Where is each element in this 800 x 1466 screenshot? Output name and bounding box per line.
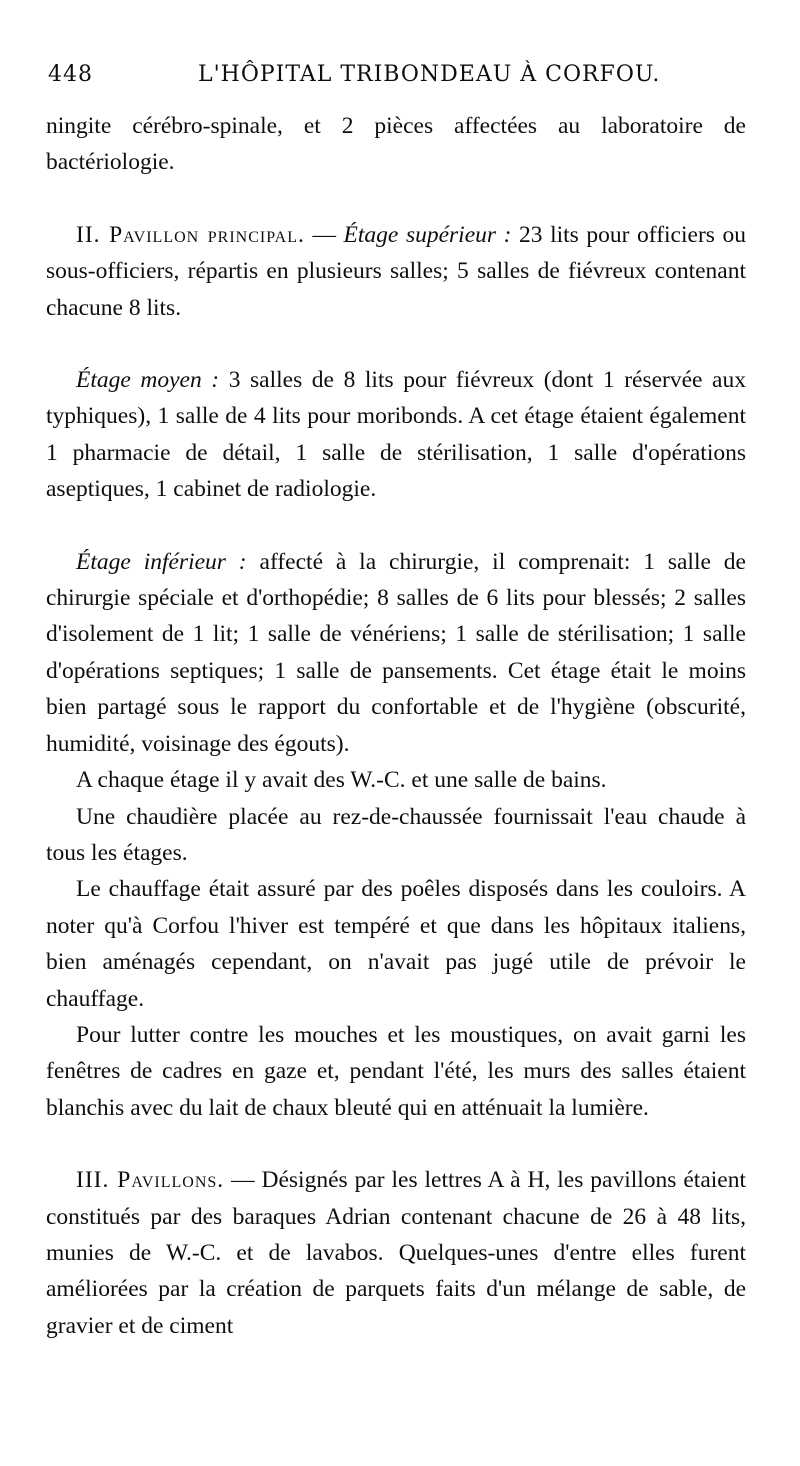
heading-dash: — [224,1167,262,1194]
paragraph-text: 23 lits pour officiers ou sous-officiers, répartis en plusieurs salles; 5 salles de fiévreux contenant chacune 8 lits. [46,221,746,321]
subheading-etage-moyen: Étage moyen : [76,367,220,394]
paragraph-text: affecté à la chirurgie, il comprenait: 1 salle de chirurgie spéciale et d'orthopédie; 8 salles de 6 lits pour blessés; 2 salles d'isolement de 1 lit; 1 salle de vénériens; 1 salle de stérilisation; 1 salle d'opérations septiques; 1 salle de pansements. Cet étage était le moins bien partagé sous le rapport du confortable et de l'hygiène (obscurité, humidité, voisinage des égouts). [46,548,746,757]
paragraph-continuation: ningite cérébro-spinale, et 2 pièces affectées au laboratoire de bactériologie. [46,113,746,176]
paragraph-moustiques: Pour lutter contre les mouches et les moustiques, on avait garni les fenêtres de cadres en gaze et, pendant l'été, les murs des salles étaient blanchis avec du lait de chaux bleuté qui en atténuait la lumière. [46,1021,746,1121]
paragraph-chauffage: Le chauffage était assuré par des poêles disposés dans les couloirs. A noter qu'à Corfou l'hiver est tempéré et que dans les hôpitaux italiens, bien aménagés cependant, on n'avait pas jugé utile de prévoir le chauffage. [46,876,746,1012]
section-heading-iii: III. Pavillons. [76,1167,225,1194]
body-text [46,108,746,1344]
paragraph-text: Désignés par les lettres A à H, les pavillons étaient constitués par des baraques Adrian contenant chacune de 26 à 48 lits, munies de W.-C. et de lavabos. Quelques-unes d'entre elles furent améliorées par la création de parquets faits d'un mélange de sable, de gravier et de ciment [46,1167,747,1339]
heading-dash: — [304,221,344,248]
paragraph-pavillons [46,1162,746,1344]
subheading-etage-superieur: Étage supérieur : [343,221,512,248]
paragraph-text: 3 salles de 8 lits pour fiévreux (dont 1 réservée aux typhiques), 1 salle de 4 lits pour moribonds. A cet étage étaient également 1 pharmacie de détail, 1 salle de stérilisation, 1 salle d'opérations aseptiques, 1 cabinet de radiologie. [46,367,746,503]
page-header [48,62,748,92]
paragraph-pavillon-principal [46,217,746,326]
running-title: L'HÔPITAL TRIBONDEAU À CORFOU. [198,62,661,87]
paragraph-chaudiere: Une chaudière placée au rez-de-chaussée fournissait l'eau chaude à tous les étages. [46,803,746,866]
paragraph-etage-inferieur [46,544,746,762]
section-heading-ii: II. Pavillon principal. [76,221,305,248]
subheading-etage-inferieur: Étage inférieur : [76,548,247,575]
paragraph-etage-moyen [46,362,746,508]
page-number: 448 [48,62,93,87]
paragraph-wc: A chaque étage il y avait des W.-C. et une salle de bains. [76,767,607,794]
